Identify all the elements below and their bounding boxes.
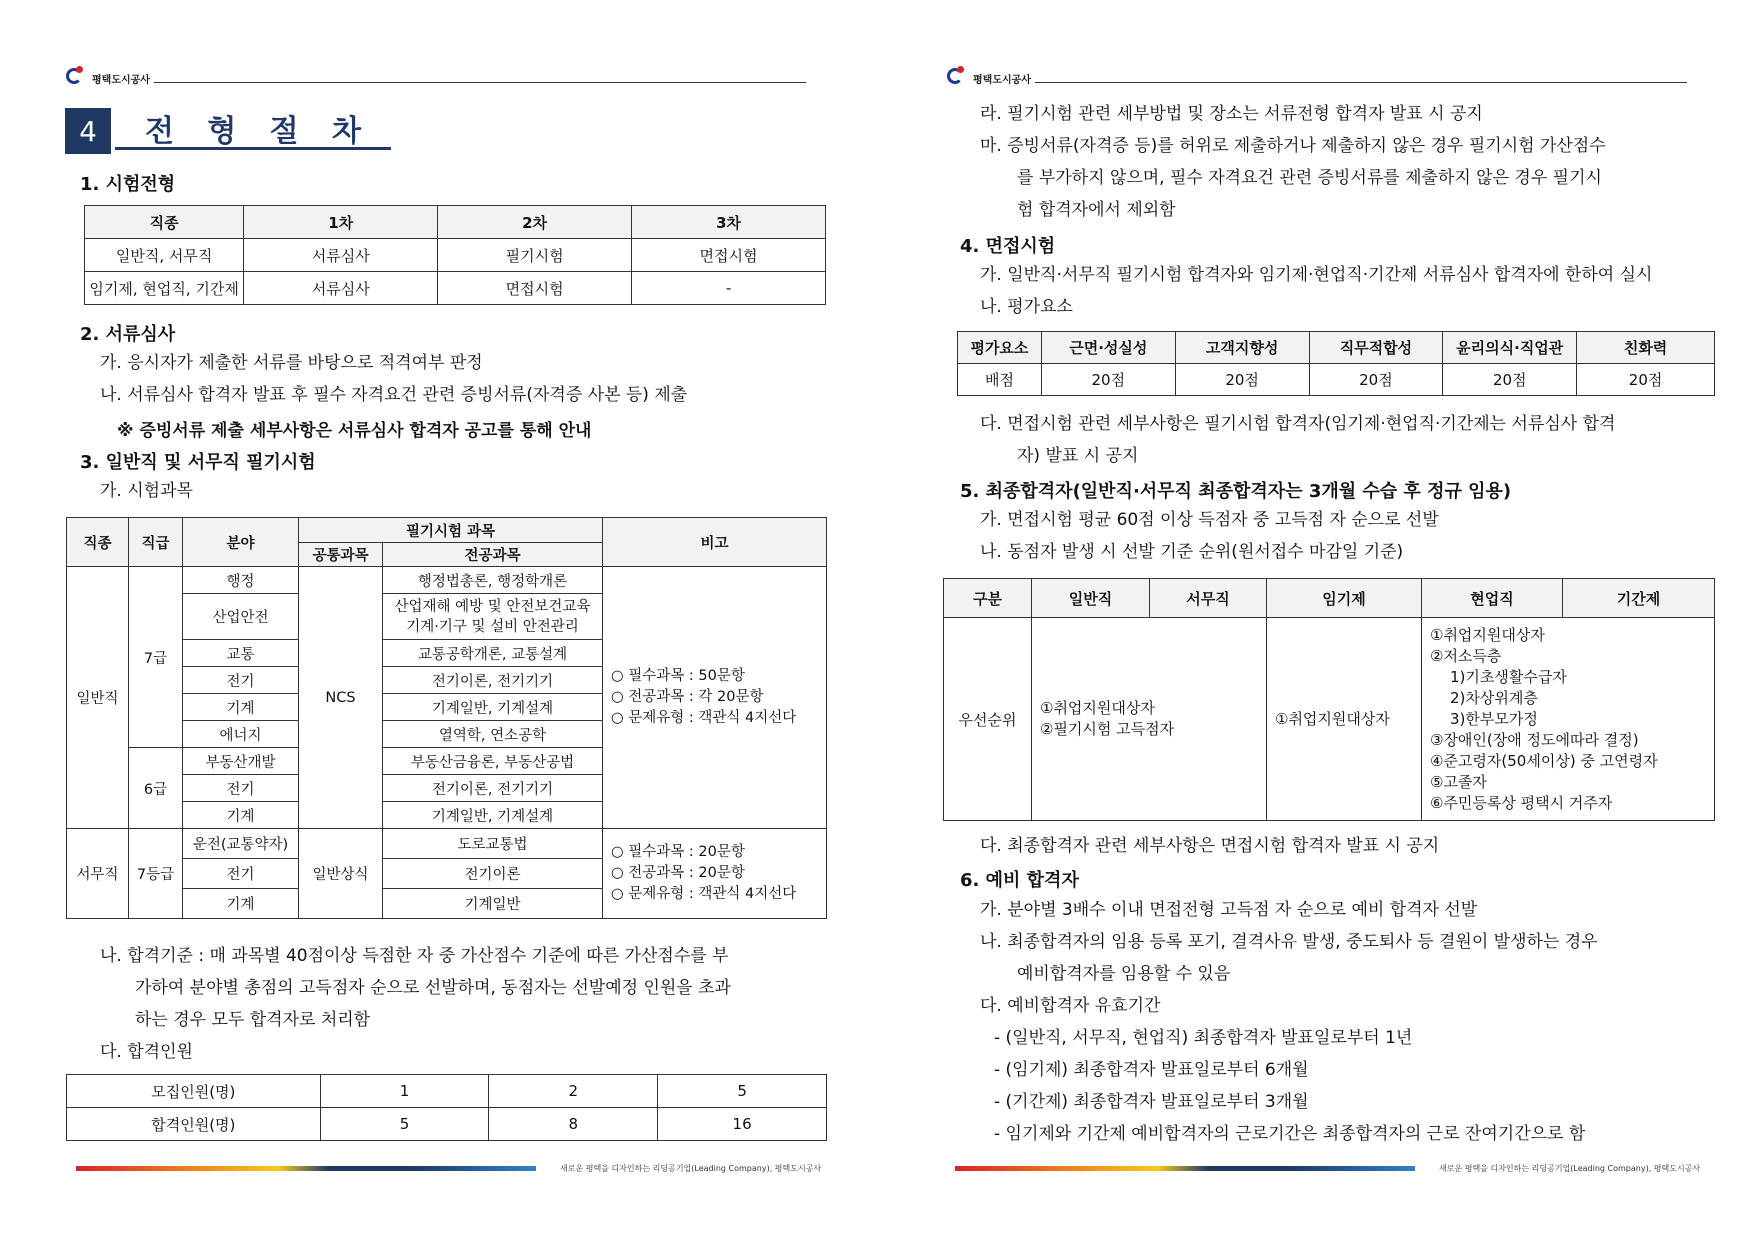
priority-table: 구분 일반직 서무직 임기제 현업직 기간제 우선순위 ①취업지원대상자 ②필기시험 고득점자 ①취업지원대상자 ①취업지원대상자 ②저소득층 1)기초생활수급자 2)차상위계층 3)한부모가정 ③장애인(장애 정도에따라 결정) ④준고령자(50세이상) 중 고연령자 ⑤고졸자 ⑥주민등록상 평택시 거주자: [943, 578, 1715, 821]
heading-reserve: 6. 예비 합격자: [960, 870, 1079, 891]
table-row: 6급 부동산개발 부동산금융론, 부동산공법: [67, 748, 827, 775]
table-row: 에너지 열역학, 연소공학: [67, 721, 827, 748]
text-validity-1: - (일반직, 서무직, 현업직) 최종합격자 발표일로부터 1년: [994, 1028, 1413, 1048]
table-row: 기계 기계일반, 기계설계: [67, 694, 827, 721]
text-interview-details-2: 자) 발표 시 공지: [1017, 446, 1139, 466]
text-doc-review-a: 가. 응시자가 제출한 서류를 바탕으로 적격여부 판정: [100, 353, 483, 373]
text-validity-2: - (임기제) 최종합격자 발표일로부터 6개월: [994, 1060, 1309, 1080]
page-header: [947, 64, 1687, 86]
text-written-exam-details: 라. 필기시험 관련 세부방법 및 장소는 서류전형 합격자 발표 시 공지: [980, 104, 1483, 124]
text-final-selection: 가. 면접시험 평균 60점 이상 득점자 중 고득점 자 순으로 선발: [980, 510, 1439, 530]
text-reserve-appoint-1: 나. 최종합격자의 임용 등록 포기, 결격사유 발생, 중도퇴사 등 결원이 발생하는 경우: [980, 932, 1598, 952]
text-pass-criteria-3: 하는 경우 모두 합격자로 처리함: [135, 1010, 371, 1030]
text-reserve-selection: 가. 분야별 3배수 이내 면접전형 고득점 자 순으로 예비 합격자 선발: [980, 900, 1478, 920]
table-row: 모집인원(명) 1 2 5: [67, 1075, 827, 1108]
table-row: 합격인원(명) 5 8 16: [67, 1108, 827, 1141]
text-evidence-docs-3: 험 합격자에서 제외함: [1017, 200, 1176, 220]
heading-exam-process: 1. 시험전형: [80, 174, 176, 195]
text-interview-details-1: 다. 면접시험 관련 세부사항은 필기시험 합격자(임기제·현업직·기간제는 서류심사 합격: [980, 414, 1616, 434]
text-pass-count: 다. 합격인원: [100, 1042, 193, 1062]
heading-interview: 4. 면접시험: [960, 236, 1056, 257]
table-row: 산업안전 산업재해 예방 및 안전보건교육 기계·기구 및 설비 안전관리: [67, 594, 827, 640]
table-row: 전기 전기이론, 전기기기: [67, 775, 827, 802]
header-org-name: 평택도시공사: [92, 75, 150, 86]
footer-color-bar: [955, 1166, 1415, 1171]
text-interview-eligibility: 가. 일반직·서무직 필기시험 합격자와 임기제·현업직·기간제 서류심사 합격자에 한하여 실시: [980, 265, 1653, 285]
text-exam-subjects: 가. 시험과목: [100, 481, 193, 501]
table-row: 서무직 7등급 운전(교통약자) 일반상식 도로교통법 ○ 필수과목 : 20문항 ○ 전공과목 : 20문항 ○ 문제유형 : 객관식 4지선다: [67, 829, 827, 859]
footer-color-bar: [76, 1166, 536, 1171]
heading-written-exam: 3. 일반직 및 서무직 필기시험: [80, 452, 316, 473]
header-org-name: 평택도시공사: [973, 75, 1031, 86]
company-logo: [947, 66, 969, 86]
evaluation-table: 평가요소 근면·성실성 고객지향성 직무적합성 윤리의식·직업관 친화력 배점 20점 20점 20점 20점 20점: [957, 331, 1715, 396]
text-evidence-docs-2: 를 부가하지 않으며, 필수 자격요건 관련 증빙서류를 제출하지 않은 경우 필기시: [1017, 168, 1602, 188]
text-evaluation-items: 나. 평가요소: [980, 297, 1073, 317]
company-logo: [66, 66, 88, 86]
table-row: 기계 기계일반, 기계설계: [67, 802, 827, 829]
table-row: 일반직 7급 행정 NCS 행정법총론, 행정학개론 ○ 필수과목 : 50문항 ○ 전공과목 : 각 20문항 ○ 문제유형 : 객관식 4지선다: [67, 567, 827, 594]
page-footer: [76, 1162, 821, 1174]
text-evidence-docs-1: 마. 증빙서류(자격증 등)를 허위로 제출하거나 제출하지 않은 경우 필기시험 가산점수: [980, 136, 1606, 156]
footer-slogan: 새로운 평택을 디자인하는 리딩공기업(Leading Company), 평택도시공사: [1439, 1163, 1701, 1173]
section-title-text: 전 형 절 차: [115, 108, 391, 150]
page-header: [66, 64, 806, 86]
footer-slogan: 새로운 평택을 디자인하는 리딩공기업(Leading Company), 평택도시공사: [560, 1163, 822, 1173]
table-row: 전기 전기이론, 전기기기: [67, 667, 827, 694]
section-title: [65, 108, 391, 154]
text-validity-4: - 임기제와 기간제 예비합격자의 근로기간은 최종합격자의 근로 잔여기간으로 함: [994, 1124, 1586, 1144]
exam-subject-table: 직종 직급 분야 필기시험 과목 비고 공통과목 전공과목 일반직 7급 행정 NCS 행정법총론, 행정학개론 ○ 필수과목 : 50문항 ○ 전공과목 : 각 20문항 ○ 문제유형 : 객관식 4지선다 산업안전 산업재해 예방 및 안전보건교육 기계·기구 및 설비 안전관리 교통 교통공학개론, 교통설계 전기 전기이론, 전기기기 기계 기계일반, 기계설계 에너지 열역학, 연소공학 6급 부동산개발 부동산금융론, 부동산공법 전기 전기이론, 전기기기 기계 기계일반, 기계설계 서무직 7등급 운전(교통약자) 일반상식 도로교통법 ○ 필수과목 : 20문항 ○ 전공과목 : 20문항 ○ 문제유형 : 객관식 4지선다 전기 전기이론 기계 기계일반: [66, 517, 827, 919]
heading-document-review: 2. 서류심사: [80, 324, 176, 345]
text-reserve-appoint-2: 예비합격자를 임용할 수 있음: [1017, 964, 1231, 984]
note-doc-submission: ※ 증빙서류 제출 세부사항은 서류심사 합격자 공고를 통해 안내: [117, 421, 592, 441]
section-number: 4: [65, 108, 111, 154]
text-pass-criteria-2: 가하여 분야별 총점의 고득점자 순으로 선발하며, 동점자는 선발예정 인원을 초과: [135, 978, 731, 998]
table-row: 우선순위 ①취업지원대상자 ②필기시험 고득점자 ①취업지원대상자 ①취업지원대상자 ②저소득층 1)기초생활수급자 2)차상위계층 3)한부모가정 ③장애인(장애 정도에따라 결정) ④준고령자(50세이상) 중 고연령자 ⑤고졸자 ⑥주민등록상 평택시 거주자: [944, 618, 1715, 821]
note-general: ○ 필수과목 : 50문항 ○ 전공과목 : 각 20문항 ○ 문제유형 : 객관식 4지선다: [603, 567, 827, 829]
table-row: 전기 전기이론: [67, 859, 827, 889]
heading-final-pass: 5. 최종합격자(일반직·서무직 최종합격자는 3개월 수습 후 정규 임용): [960, 481, 1512, 502]
table-row: 교통 교통공학개론, 교통설계: [67, 640, 827, 667]
right-page: [877, 0, 1754, 1240]
page-footer: [955, 1162, 1700, 1174]
table-row: 배점 20점 20점 20점 20점 20점: [958, 364, 1715, 396]
note-clerical: ○ 필수과목 : 20문항 ○ 전공과목 : 20문항 ○ 문제유형 : 객관식 4지선다: [603, 829, 827, 919]
text-final-details: 다. 최종합격자 관련 세부사항은 면접시험 합격자 발표 시 공지: [980, 836, 1440, 856]
text-reserve-validity: 다. 예비합격자 유효기간: [980, 996, 1161, 1016]
exam-stage-table: 직종 1차 2차 3차 일반직, 서무직 서류심사 필기시험 면접시험 임기제, 현업직, 기간제 서류심사 면접시험 -: [84, 205, 826, 305]
pass-count-table: [66, 1074, 827, 1141]
text-tie-break: 나. 동점자 발생 시 선발 기준 순위(원서접수 마감일 기준): [980, 542, 1404, 562]
table-row: 기계 기계일반: [67, 889, 827, 919]
text-doc-review-b: 나. 서류심사 합격자 발표 후 필수 자격요건 관련 증빙서류(자격증 사본 등) 제출: [100, 385, 688, 405]
text-pass-criteria-1: 나. 합격기준 : 매 과목별 40점이상 득점한 자 중 가산점수 기준에 따른 가산점수를 부: [100, 946, 729, 966]
text-validity-3: - (기간제) 최종합격자 발표일로부터 3개월: [994, 1092, 1309, 1112]
